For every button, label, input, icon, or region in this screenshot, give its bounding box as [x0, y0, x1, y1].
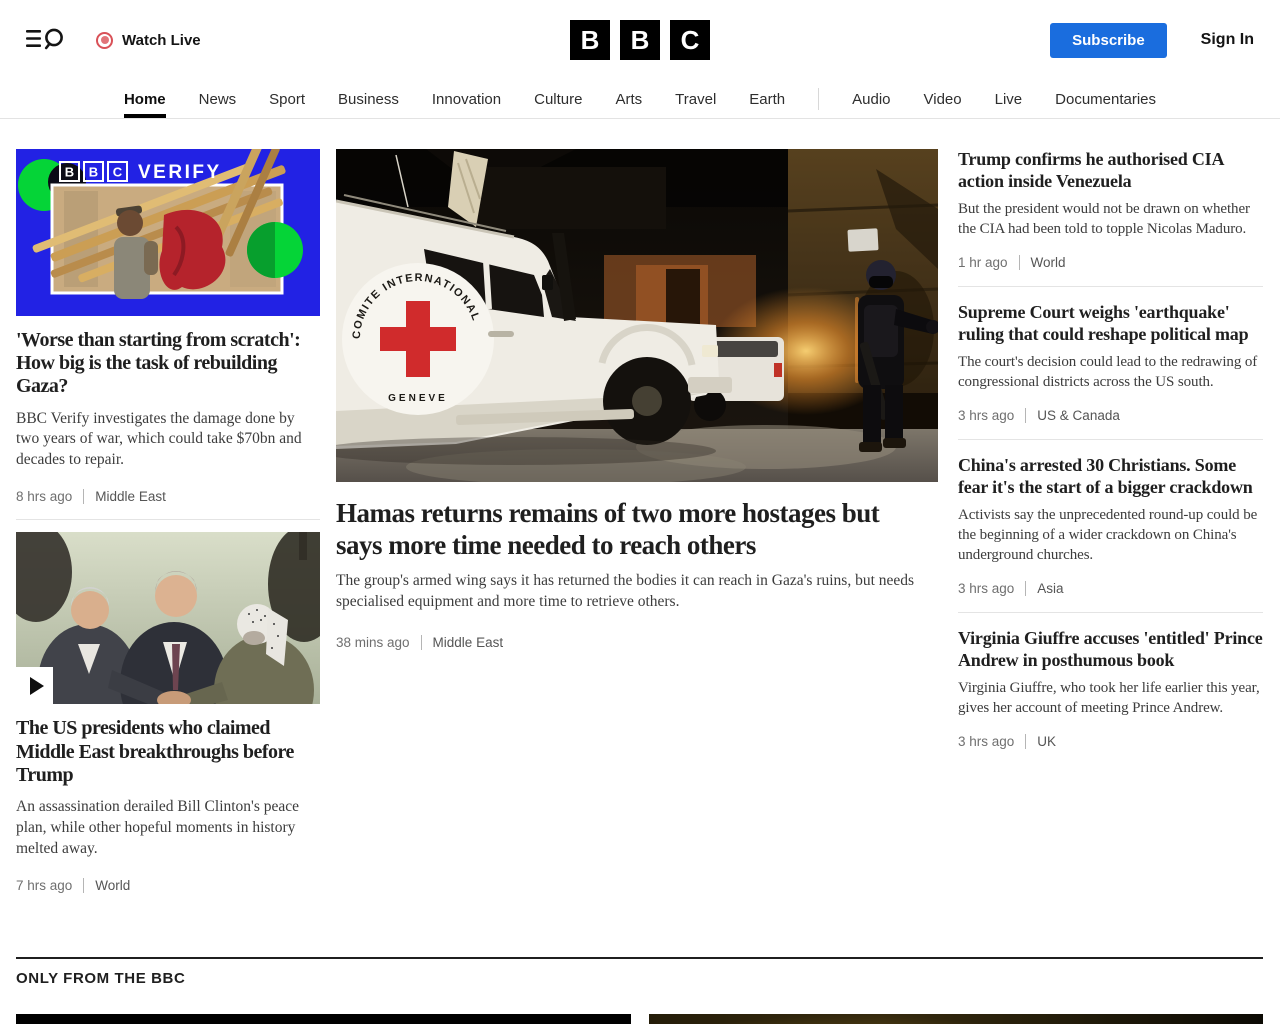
story-meta — [958, 255, 1263, 270]
story-meta — [336, 635, 938, 650]
story-description: The court's decision could lead to the redrawing of congressional districts across the US south. — [958, 354, 1258, 391]
play-icon[interactable] — [16, 667, 53, 704]
story-description: An assassination derailed Bill Clinton's peace plan, while other hopeful moments in history melted away. — [16, 797, 300, 857]
story-headline[interactable]: The US presidents who claimed Middle East breakthroughs before Trump — [16, 717, 294, 786]
header-left — [26, 26, 201, 55]
nav-item-business[interactable]: Business — [338, 90, 399, 108]
story-meta — [16, 878, 320, 893]
story-meta — [958, 581, 1263, 596]
meta-divider — [1025, 408, 1026, 423]
story-category[interactable]: World — [95, 877, 131, 893]
story-category[interactable]: Asia — [1037, 581, 1064, 597]
main-story-description: The group's armed wing says it has returned the bodies it can reach in Gaza's ruins, but needs specialised equipment and more time to retrieve others. — [336, 572, 915, 611]
svg-text:GENEVE: GENEVE — [388, 393, 448, 404]
story-video-thumbnail[interactable] — [16, 532, 320, 704]
nav-item-audio[interactable]: Audio — [852, 90, 891, 108]
nav-item-video[interactable]: Video — [923, 90, 962, 108]
main-story-headline[interactable]: Hamas returns remains of two more hostages but says more time needed to reach others — [336, 498, 880, 560]
svg-text:COMITE INTERNATIONAL: COMITE INTERNATIONAL — [350, 271, 483, 340]
meta-divider — [1019, 255, 1020, 270]
story-description: Virginia Giuffre, who took her life earlier this year, gives her account of meeting Prince Andrew. — [958, 680, 1260, 717]
bbc-logo-block: B — [570, 20, 610, 60]
nav-section-divider — [818, 88, 819, 110]
story-time: 1 hr ago — [958, 255, 1008, 271]
bbc-logo-block: B — [620, 20, 660, 60]
nav-item-sport[interactable]: Sport — [269, 90, 306, 108]
top-stories — [0, 149, 1280, 908]
only-from-bbc-section — [16, 957, 1263, 1024]
site-header — [0, 0, 1280, 80]
story-description: BBC Verify investigates the damage done by two years of war, which could take $70bn and decades to repair. — [16, 409, 302, 469]
story-card-verify-gaza — [16, 149, 320, 519]
story-headline[interactable]: Trump confirms he authorised CIA action inside Venezuela — [958, 149, 1224, 191]
story-category[interactable]: UK — [1037, 734, 1057, 750]
story-time: 7 hrs ago — [16, 877, 73, 893]
story-headline[interactable]: 'Worse than starting from scratch': How big is the task of rebuilding Gaza? — [16, 329, 301, 398]
story-category[interactable]: Middle East — [432, 635, 504, 650]
section-title: ONLY FROM THE BBC — [16, 969, 186, 987]
story-card-giuffre-book — [958, 628, 1263, 765]
nav-item-news[interactable]: News — [198, 90, 237, 108]
meta-divider — [1025, 734, 1026, 749]
bbc-verify-logo — [60, 162, 222, 183]
story-category[interactable]: Middle East — [95, 489, 166, 505]
nav-item-arts[interactable]: Arts — [615, 90, 643, 108]
watch-live-label: Watch Live — [122, 31, 201, 49]
meta-divider — [83, 489, 84, 504]
story-card-supreme-court — [958, 302, 1263, 440]
story-image-bbc-verify[interactable] — [16, 149, 320, 316]
meta-divider — [421, 635, 422, 650]
bbc-logo[interactable] — [570, 20, 710, 60]
story-meta — [958, 408, 1263, 423]
nav-item-documentaries[interactable]: Documentaries — [1055, 90, 1157, 108]
story-time: 3 hrs ago — [958, 408, 1015, 424]
story-card-china-christians — [958, 455, 1263, 613]
meta-divider — [1025, 581, 1026, 596]
story-time: 3 hrs ago — [958, 581, 1015, 597]
bbc-logo-block: C — [670, 20, 710, 60]
story-card-trump-cia — [958, 149, 1263, 287]
story-card-main — [336, 149, 938, 650]
story-headline[interactable]: Virginia Giuffre accuses 'entitled' Prince Andrew in posthumous book — [958, 628, 1263, 670]
menu-search-button[interactable] — [26, 26, 66, 55]
right-column — [958, 149, 1263, 908]
nav-item-home[interactable]: Home — [124, 80, 166, 118]
sign-in-button[interactable]: Sign In — [1200, 31, 1254, 48]
primary-nav — [0, 80, 1280, 119]
nav-item-culture[interactable]: Culture — [534, 90, 583, 108]
svg-text:B: B — [88, 164, 99, 180]
story-headline[interactable]: Supreme Court weighs 'earthquake' ruling that could reshape political map — [958, 302, 1249, 344]
svg-text:C: C — [112, 164, 123, 180]
story-time: 3 hrs ago — [958, 734, 1015, 750]
watch-live-button[interactable] — [96, 32, 201, 49]
nav-item-travel[interactable]: Travel — [675, 90, 717, 108]
left-column — [16, 149, 320, 908]
svg-text:VERIFY: VERIFY — [138, 162, 222, 183]
story-card-us-presidents — [16, 519, 320, 907]
only-from-bbc-row — [16, 1014, 1263, 1024]
story-category[interactable]: US & Canada — [1037, 408, 1120, 424]
nav-item-live[interactable]: Live — [994, 90, 1023, 108]
feature-card-portrait[interactable] — [16, 1014, 631, 1024]
story-time: 38 mins ago — [336, 635, 410, 650]
feature-card-golden[interactable] — [649, 1014, 1264, 1024]
nav-item-innovation[interactable]: Innovation — [431, 90, 502, 108]
header-right — [1050, 23, 1254, 58]
svg-text:B: B — [64, 164, 75, 180]
story-description: But the president would not be drawn on whether the CIA had been told to topple Nicolas Maduro. — [958, 201, 1250, 238]
story-headline[interactable]: China's arrested 30 Christians. Some fear it's the start of a bigger crackdown — [958, 455, 1253, 497]
center-column — [336, 149, 938, 908]
story-meta — [16, 489, 320, 504]
story-meta — [958, 734, 1263, 749]
subscribe-button[interactable]: Subscribe — [1050, 23, 1167, 58]
main-story-image[interactable] — [336, 149, 938, 482]
story-description: Activists say the unprecedented round-up could be the beginning of a wider crackdown on China's underground churches. — [958, 507, 1258, 564]
hamburger-search-icon — [26, 26, 66, 55]
nav-item-earth[interactable]: Earth — [749, 90, 786, 108]
story-time: 8 hrs ago — [16, 489, 73, 505]
meta-divider — [83, 878, 84, 893]
story-category[interactable]: World — [1030, 255, 1066, 271]
live-icon — [96, 32, 113, 49]
